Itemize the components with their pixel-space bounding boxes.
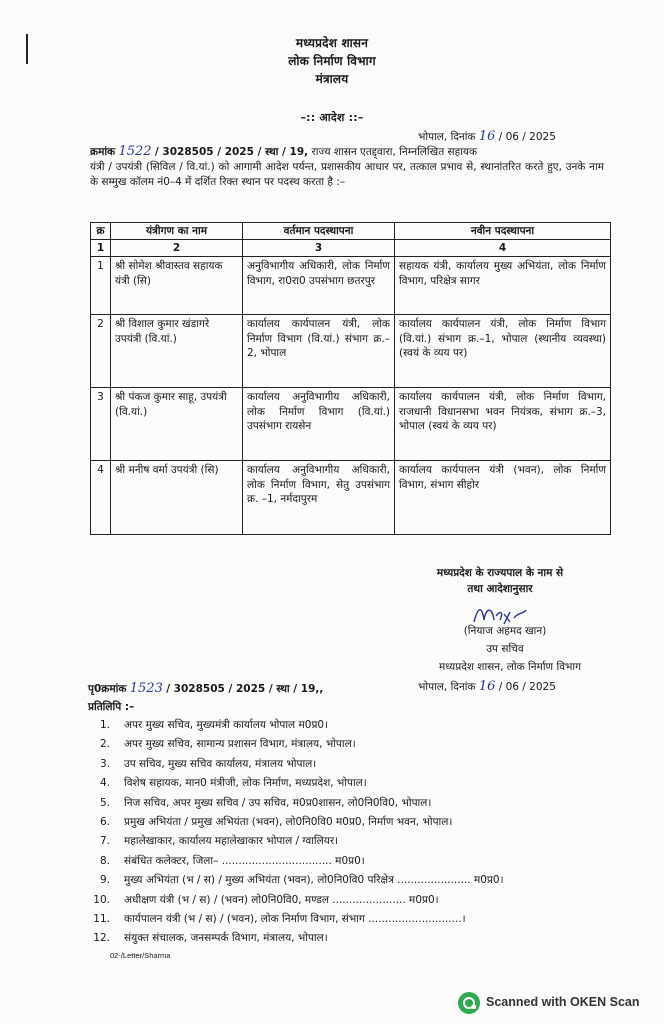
list-number: 6. xyxy=(99,815,110,828)
list-text: मुख्य अभियंता (भ / स) / मुख्य अभियंता (भवन), लो0नि0वि0 परिक्षेत्र ...................... म0प्र0। xyxy=(124,874,504,887)
signatory-name: (नियाज अहमद खान) xyxy=(463,625,547,637)
list-item xyxy=(86,871,606,890)
list-text: अपर मुख्य सचिव, सामान्य प्रशासन विभाग, मंत्रालय, भोपाल। xyxy=(124,738,356,751)
footer-reference: 02-/Letter/Sharma xyxy=(110,951,171,960)
endorsement-date-rest: / 06 / 2025 xyxy=(498,681,556,693)
list-number: 8. xyxy=(99,854,110,867)
list-text: कार्यपालन यंत्री (भ / स) / (भवन), लोक निर्माण विभाग, संभाग ............................। xyxy=(124,912,466,925)
list-number: 2. xyxy=(99,738,110,751)
col-number: 2 xyxy=(111,240,243,257)
list-item xyxy=(86,929,606,948)
copy-list xyxy=(86,716,606,949)
list-text: महालेखाकार, कार्यालय महालेखाकार भोपाल / ग्वालियर। xyxy=(124,835,339,848)
list-text: अधीक्षण यंत्री (भ / स) / (भवन) लो0नि0वि0, मण्डल ...................... म0प्र0। xyxy=(124,893,439,906)
signatory-office: मध्यप्रदेश शासन, लोक निर्माण विभाग xyxy=(438,661,582,673)
list-number: 7. xyxy=(99,835,110,848)
list-item xyxy=(86,716,606,735)
header-sno: क्र xyxy=(91,223,111,240)
list-text: विशेष सहायक, मान0 मंत्रीजी, लोक निर्माण, मध्यप्रदेश, भोपाल। xyxy=(124,777,367,790)
table-row xyxy=(91,257,611,315)
intro-line-1: राज्य शासन एतद्द्वारा, निम्नलिखित सहायक xyxy=(311,146,478,158)
list-item xyxy=(86,910,606,929)
ministry-name: मंत्रालय xyxy=(315,72,349,86)
endorsement-label: पृ0क्रमांक xyxy=(88,683,127,695)
row-current-posting: अनुविभागीय अधिकारी, लोक निर्माण विभाग, रा0रा0 उपसंभाग छतरपुर xyxy=(243,257,395,315)
col-number: 1 xyxy=(91,240,111,257)
intro-paragraph: यंत्री / उपयंत्री (सिविल / वि.यां.) को आगामी आदेश पर्यन्त, प्रशासकीय आधार पर, तत्काल प्रभाव से, स्थानांतरित करते हुए, उनके नाम के सम्मुख कॉलम नं0–4 में दर्शित रिक्त स्थान पर पदस्थ करता है :– xyxy=(90,161,604,188)
list-number: 11. xyxy=(93,912,110,925)
signatory-designation: उप सचिव xyxy=(486,643,524,655)
row-sno: 2 xyxy=(91,315,111,388)
order-number-line xyxy=(90,145,604,160)
endorsement-date-prefix: भोपाल, दिनांक xyxy=(418,681,476,693)
list-number: 10. xyxy=(93,893,110,906)
list-text: उप सचिव, मुख्य सचिव कार्यालय, मंत्रालय भोपाल। xyxy=(124,757,317,770)
header-new-posting: नवीन पदस्थापना xyxy=(395,223,611,240)
row-sno: 3 xyxy=(91,388,111,461)
list-number: 5. xyxy=(99,796,110,809)
row-name: श्री पंकज कुमार साहू, उपयंत्री (वि.यां.) xyxy=(111,388,243,461)
handwritten-date-day: 16 xyxy=(478,129,496,144)
endorsement-date xyxy=(418,680,556,695)
endorsement-number xyxy=(88,682,323,697)
col-number: 3 xyxy=(243,240,395,257)
list-text: प्रमुख अभियंता / प्रमुख अभियंता (भवन), लो0नि0वि0 म0प्र0, निर्माण भवन, भोपाल। xyxy=(124,815,453,828)
handwritten-endorsement-day: 16 xyxy=(478,679,496,694)
list-text: संयुक्त संचालक, जनसम्पर्क विभाग, मंत्रालय, भोपाल। xyxy=(124,932,328,945)
date-prefix: भोपाल, दिनांक xyxy=(418,131,476,143)
transfer-table xyxy=(90,222,611,535)
governor-line-1: मध्यप्रदेश के राज्यपाल के नाम से xyxy=(436,567,564,579)
list-item xyxy=(86,891,606,910)
list-number: 12. xyxy=(93,932,110,945)
list-item xyxy=(86,774,606,793)
list-text: संबंधित कलेक्टर, जिला– ................................. म0प्र0। xyxy=(124,854,365,867)
list-text: निज सचिव, अपर मुख्य सचिव / उप सचिव, म0प्र0शासन, लो0नि0वि0, भोपाल। xyxy=(124,796,432,809)
row-new-posting: कार्यालय कार्यपालन यंत्री, लोक निर्माण विभाग (वि.यां.) संभाग क्र.–1, भोपाल (स्थानीय व्यवस्था) (स्वयं के व्यय पर) xyxy=(395,315,611,388)
governor-line-2: तथा आदेशानुसार xyxy=(467,583,533,595)
list-number: 9. xyxy=(99,874,110,887)
date-rest: / 06 / 2025 xyxy=(498,131,556,143)
table-row xyxy=(91,388,611,461)
row-name: श्री मनीष वर्मा उपयंत्री (सि) xyxy=(111,461,243,535)
row-current-posting: कार्यालय कार्यपालन यंत्री, लोक निर्माण विभाग (वि.यां.) संभाग क्र.–2, भोपाल xyxy=(243,315,395,388)
order-title: –:: आदेश ::– xyxy=(300,111,364,124)
row-current-posting: कार्यालय अनुविभागीय अधिकारी, लोक निर्माण विभाग, सेतु उपसंभाग क्र. –1, नर्मदापुरम xyxy=(243,461,395,535)
margin-mark xyxy=(26,34,28,64)
row-new-posting: कार्यालय कार्यपालन यंत्री (भवन), लोक निर्माण विभाग, संभाग सीहोर xyxy=(395,461,611,535)
handwritten-order-number: 1522 xyxy=(118,145,152,159)
list-number: 3. xyxy=(99,757,110,770)
copy-to-label: प्रतिलिपि :– xyxy=(88,701,135,713)
order-number-rest: / 3028505 / 2025 / स्था / 19, xyxy=(154,146,309,158)
list-item xyxy=(86,852,606,871)
row-sno: 4 xyxy=(91,461,111,535)
header-name: यंत्रीगण का नाम xyxy=(111,223,243,240)
order-date xyxy=(418,130,556,145)
list-number: 4. xyxy=(99,777,110,790)
table-row xyxy=(91,315,611,388)
row-new-posting: सहायक यंत्री, कार्यालय मुख्य अभियंता, लोक निर्माण विभाग, परिक्षेत्र सागर xyxy=(395,257,611,315)
scanner-logo-icon xyxy=(458,992,480,1014)
list-item xyxy=(86,832,606,851)
order-number-label: क्रमांक xyxy=(90,146,116,158)
column-number-row xyxy=(91,240,611,257)
list-text: अपर मुख्य सचिव, मुख्यमंत्री कार्यालय भोपाल म0प्र0। xyxy=(124,719,329,731)
list-item xyxy=(86,794,606,813)
table-row xyxy=(91,461,611,535)
list-number: 1. xyxy=(99,719,110,731)
government-name: मध्यप्रदेश शासन xyxy=(295,36,369,50)
endorsement-rest: / 3028505 / 2025 / स्था / 19,, xyxy=(166,683,324,695)
list-item xyxy=(86,755,606,774)
scanner-watermark: Scanned with OKEN Scan xyxy=(486,995,640,1009)
row-sno: 1 xyxy=(91,257,111,315)
col-number: 4 xyxy=(395,240,611,257)
table-header-row xyxy=(91,223,611,240)
row-name: श्री विशाल कुमार खंडागरे उपयंत्री (वि.यां.) xyxy=(111,315,243,388)
handwritten-endorsement-number: 1523 xyxy=(129,681,163,696)
list-item xyxy=(86,735,606,754)
department-name: लोक निर्माण विभाग xyxy=(288,54,376,68)
header-current-posting: वर्तमान पदस्थापना xyxy=(243,223,395,240)
row-name: श्री सोमेश श्रीवास्तव सहायक यंत्री (सि) xyxy=(111,257,243,315)
list-item xyxy=(86,813,606,832)
row-current-posting: कार्यालय अनुविभागीय अधिकारी, लोक निर्माण विभाग (वि.यां.) उपसंभाग रायसेन xyxy=(243,388,395,461)
row-new-posting: कार्यालय कार्यपालन यंत्री, लोक निर्माण विभाग, राजधानी विधानसभा भवन नियंत्रक, संभाग क्र.–3, भोपाल (स्वयं के व्यय पर) xyxy=(395,388,611,461)
